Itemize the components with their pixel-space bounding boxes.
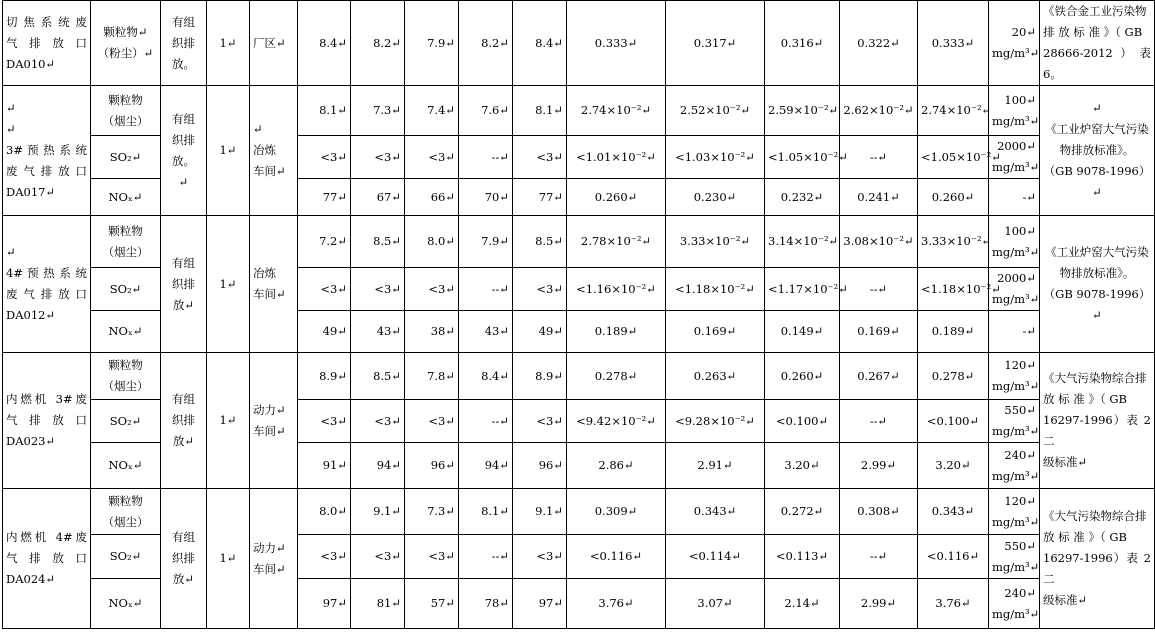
emission-rate-cell: 0.278↵ [567, 353, 666, 400]
text-line: 有组 [172, 255, 195, 270]
emission-rate-cell: 3.76↵ [918, 579, 989, 629]
emission-rate-cell: 0.322↵ [840, 1, 918, 86]
location-cell [250, 489, 298, 629]
text-line: 切焦系统废 [6, 14, 87, 29]
concentration-cell: 66↵ [405, 179, 459, 216]
standard-cell [1040, 216, 1155, 353]
concentration-cell: <3↵ [351, 400, 405, 443]
text-line: 织排 [172, 276, 195, 291]
emission-rate-cell: 2.99↵ [840, 443, 918, 489]
emission-rate-cell: <1.16×10⁻²↵ [567, 268, 666, 311]
concentration-cell: <3↵ [513, 400, 567, 443]
text-line: 放 标 准 》（ GB [1043, 392, 1128, 406]
text-line: mg/m³↵ [992, 46, 1040, 60]
emission-rate-cell: 0.308↵ [840, 489, 918, 535]
text-line: 颗粒物 [108, 92, 143, 107]
text-line: 3# 预 热 系 统 [6, 143, 87, 157]
emission-rate-cell: 0.260↵ [567, 179, 666, 216]
pollutant-cell [91, 489, 161, 535]
emission-rate-cell: 0.317↵ [666, 1, 765, 86]
table-body [3, 1, 1155, 629]
text-line: 有组 [172, 530, 195, 544]
text-line: DA017↵ [6, 185, 56, 199]
text-line: ↵ [6, 245, 16, 259]
emission-rate-cell: 0.189↵ [567, 311, 666, 353]
emission-rate-cell: 2.52×10⁻²↵ [666, 86, 765, 136]
emission-rate-cell: <0.116↵ [918, 535, 989, 579]
location-cell [250, 1, 298, 86]
concentration-cell: 8.4↵ [513, 1, 567, 86]
text-line: 放。 [172, 153, 195, 168]
emission-rate-cell: 3.33×10⁻²↵ [666, 216, 765, 268]
emission-rate-cell: 0.316↵ [765, 1, 840, 86]
text-line: ↵ [253, 122, 263, 136]
text-line: 有组 [172, 111, 195, 126]
table-row [3, 86, 1155, 136]
standard-cell [1040, 86, 1155, 216]
text-line: 车间↵ [253, 164, 286, 178]
limit-cell [989, 136, 1040, 179]
text-line: 内燃机 4#废 [6, 530, 87, 544]
text-line: ↵ [6, 122, 16, 136]
standard-cell [1040, 353, 1155, 489]
text-line: NOₓ↵ [108, 324, 143, 338]
emission-rate-cell: 3.76↵ [567, 579, 666, 629]
text-line: 织排 [172, 132, 195, 147]
emission-rate-cell: 0.263↵ [666, 353, 765, 400]
text-line: 动力↵ [253, 402, 286, 417]
text-line: DA012↵ [6, 308, 56, 322]
text-line: 《大气污染物综合排 [1043, 509, 1147, 523]
pollutant-cell [91, 136, 161, 179]
text-line: 物排放标准》。 [1059, 143, 1135, 157]
count-cell: 1↵ [207, 86, 250, 216]
emission-rate-cell: <1.05×10⁻²↵ [918, 136, 989, 179]
concentration-cell: --↵ [459, 268, 513, 311]
concentration-cell: 8.2↵ [351, 1, 405, 86]
emission-rate-cell: <1.01×10⁻²↵ [567, 136, 666, 179]
emission-rate-cell: <0.116↵ [567, 535, 666, 579]
concentration-cell: 8.9↵ [298, 353, 351, 400]
text-line: 放↵ [172, 572, 195, 586]
count-cell: 1↵ [207, 1, 250, 86]
emission-rate-cell: 0.169↵ [666, 311, 765, 353]
text-line: 织排 [172, 35, 195, 50]
text-line: 20↵ [1011, 25, 1036, 39]
emission-rate-cell: 0.149↵ [765, 311, 840, 353]
concentration-cell: <3↵ [513, 268, 567, 311]
concentration-cell: 8.4↵ [298, 1, 351, 86]
emission-rate-cell: 3.08×10⁻²↵ [840, 216, 918, 268]
limit-cell [989, 579, 1040, 629]
text-line: SO₂↵ [109, 149, 142, 164]
emission-mode-cell [161, 1, 207, 86]
limit-cell [989, 268, 1040, 311]
text-line: ↵ [6, 101, 16, 115]
concentration-cell: 43↵ [351, 311, 405, 353]
concentration-cell: 94↵ [351, 443, 405, 489]
table-row [3, 353, 1155, 400]
concentration-cell: 7.4↵ [405, 86, 459, 136]
concentration-cell: <3↵ [351, 136, 405, 179]
limit-cell [989, 216, 1040, 268]
text-line: 排 放 标 准 》（ GB [1043, 25, 1143, 39]
limit-cell [989, 86, 1040, 136]
pollutant-cell [91, 353, 161, 400]
concentration-cell: --↵ [459, 400, 513, 443]
count-cell: 1↵ [207, 353, 250, 489]
source-cell [3, 353, 91, 489]
concentration-cell: 96↵ [405, 443, 459, 489]
concentration-cell: --↵ [459, 535, 513, 579]
emission-rate-cell: 2.78×10⁻²↵ [567, 216, 666, 268]
text-line: （烟尘） [102, 244, 149, 259]
text-line: 放 标 准 》（ GB [1043, 530, 1128, 544]
standard-cell [1040, 489, 1155, 629]
emission-rate-cell: 3.33×10⁻²↵ [918, 216, 989, 268]
concentration-cell: 67↵ [351, 179, 405, 216]
text-line: 120↵ [1004, 493, 1036, 508]
emission-rate-cell: 0.260↵ [918, 179, 989, 216]
emission-rate-cell: --↵ [840, 400, 918, 443]
emission-rate-cell: 2.74×10⁻²↵ [918, 86, 989, 136]
emission-rate-cell: 0.232↵ [765, 179, 840, 216]
text-line: mg/m³↵ [992, 113, 1040, 128]
concentration-cell: 8.1↵ [513, 86, 567, 136]
text-line: 放↵ [172, 434, 195, 448]
emission-rate-cell: 0.267↵ [840, 353, 918, 400]
concentration-cell: <3↵ [298, 268, 351, 311]
text-line: 28666-2012）表 6。 [1043, 46, 1151, 81]
limit-cell [989, 179, 1040, 216]
text-line: 织排 [172, 413, 195, 427]
text-line: 颗粒物 [108, 223, 143, 238]
text-line: 100↵ [1004, 223, 1036, 238]
emission-rate-cell: 0.241↵ [840, 179, 918, 216]
text-line: 《铁合金工业污染物 [1043, 4, 1147, 18]
text-line: （粉尘）↵ [97, 46, 154, 60]
concentration-cell: 7.3↵ [351, 86, 405, 136]
concentration-cell: <3↵ [513, 535, 567, 579]
concentration-cell: 43↵ [459, 311, 513, 353]
concentration-cell: 7.9↵ [459, 216, 513, 268]
text-line: mg/m³↵ [992, 379, 1040, 393]
text-line: 颗粒物 [108, 358, 143, 372]
count-cell: 1↵ [207, 489, 250, 629]
pollutant-cell [91, 216, 161, 268]
concentration-cell: <3↵ [298, 400, 351, 443]
limit-cell [989, 535, 1040, 579]
text-line: 《工业炉窑大气污染 [1045, 122, 1149, 136]
emission-rate-cell: <1.05×10⁻²↵ [765, 136, 840, 179]
pollutant-cell [91, 1, 161, 86]
concentration-cell: <3↵ [513, 136, 567, 179]
text-line: SO₂↵ [109, 549, 142, 563]
text-line: 550↵ [1004, 538, 1036, 553]
concentration-cell: <3↵ [298, 535, 351, 579]
text-line: DA010↵ [6, 56, 56, 71]
text-line: NOₓ↵ [108, 596, 143, 610]
concentration-cell: 8.5↵ [351, 216, 405, 268]
concentration-cell: <3↵ [351, 268, 405, 311]
text-line: 级标准↵ [1043, 455, 1088, 469]
pollutant-cell [91, 400, 161, 443]
text-line: mg/m³↵ [992, 244, 1040, 259]
concentration-cell: 97↵ [513, 579, 567, 629]
text-line: 厂区↵ [253, 35, 286, 50]
text-line: 废 气 排 放 口 [6, 164, 87, 178]
text-line: NOₓ↵ [108, 189, 143, 204]
text-line: 颗粒物 [108, 493, 143, 508]
source-cell [3, 216, 91, 353]
emission-rate-cell: 3.14×10⁻²↵ [765, 216, 840, 268]
text-line: 放↵ [172, 297, 195, 312]
text-line: 有组 [172, 392, 195, 406]
text-line: DA023↵ [6, 434, 56, 448]
emission-rate-cell: 2.99↵ [840, 579, 918, 629]
text-line: 《大气污染物综合排 [1043, 371, 1147, 385]
limit-cell [989, 353, 1040, 400]
text-line: 气 排 放 口 [6, 551, 87, 565]
emission-rate-cell: 0.343↵ [666, 489, 765, 535]
concentration-cell: <3↵ [405, 136, 459, 179]
emission-mode-cell [161, 86, 207, 216]
concentration-cell: 8.0↵ [298, 489, 351, 535]
emission-rate-cell: <1.17×10⁻²↵ [765, 268, 840, 311]
concentration-cell: 91↵ [298, 443, 351, 489]
emission-rate-cell: 2.91↵ [666, 443, 765, 489]
text-line: SO₂↵ [109, 413, 142, 428]
text-line: NOₓ↵ [108, 458, 143, 472]
concentration-cell: 38↵ [405, 311, 459, 353]
text-line: 16297-1996）表 2 二 [1043, 413, 1151, 448]
emission-rate-cell: 0.309↵ [567, 489, 666, 535]
emission-rate-cell: 2.62×10⁻²↵ [840, 86, 918, 136]
emission-mode-cell [161, 489, 207, 629]
emission-rate-cell: 0.189↵ [918, 311, 989, 353]
text-line: 气 排 放 口 [6, 413, 87, 427]
concentration-cell: 7.8↵ [405, 353, 459, 400]
count-cell: 1↵ [207, 216, 250, 353]
concentration-cell: 96↵ [513, 443, 567, 489]
concentration-cell: 8.4↵ [459, 353, 513, 400]
concentration-cell: 8.1↵ [459, 489, 513, 535]
text-line: 织排 [172, 551, 195, 565]
emission-rate-cell: --↵ [840, 136, 918, 179]
standard-cell [1040, 1, 1155, 86]
emission-rate-cell: 3.20↵ [765, 443, 840, 489]
pollutant-cell [91, 179, 161, 216]
emission-rate-cell: 2.86↵ [567, 443, 666, 489]
table-row [3, 1, 1155, 86]
emission-rate-cell: 2.74×10⁻²↵ [567, 86, 666, 136]
emission-rate-cell: 2.14↵ [765, 579, 840, 629]
text-line: 冶炼 [253, 266, 276, 280]
text-line: mg/m³↵ [992, 160, 1040, 174]
table-row [3, 489, 1155, 535]
emission-rate-cell: 0.260↵ [765, 353, 840, 400]
emission-rate-cell: <9.42×10⁻²↵ [567, 400, 666, 443]
concentration-cell: <3↵ [298, 136, 351, 179]
text-line: -↵ [1022, 189, 1036, 204]
location-cell [250, 86, 298, 216]
location-cell [250, 216, 298, 353]
text-line: 4# 预 热 系 统 [6, 266, 87, 280]
text-line: DA024↵ [6, 572, 56, 586]
text-line: 120↵ [1004, 358, 1036, 372]
emission-rate-cell: <1.03×10⁻²↵ [666, 136, 765, 179]
text-line: 车间↵ [253, 287, 286, 301]
emission-rate-cell: 0.169↵ [840, 311, 918, 353]
location-cell [250, 353, 298, 489]
text-line: 级标准↵ [1043, 593, 1088, 607]
text-line: 550↵ [1004, 403, 1036, 417]
limit-cell [989, 1, 1040, 86]
concentration-cell: 49↵ [513, 311, 567, 353]
emission-mode-cell [161, 353, 207, 489]
limit-cell [989, 400, 1040, 443]
concentration-cell: --↵ [459, 136, 513, 179]
text-line: 放。 [172, 56, 195, 71]
text-line: 有组 [172, 14, 195, 29]
text-line: mg/m³↵ [992, 514, 1040, 529]
emission-rate-cell: 0.278↵ [918, 353, 989, 400]
text-line: 240↵ [1004, 585, 1036, 600]
emission-rate-cell: --↵ [840, 268, 918, 311]
text-line: （烟尘） [102, 379, 149, 393]
text-line: 废 气 排 放 口 [6, 287, 87, 301]
text-line: 气 排 放 口 [6, 35, 87, 50]
emission-rate-cell: <0.100↵ [918, 400, 989, 443]
concentration-cell: 94↵ [459, 443, 513, 489]
text-line: 物排放标准》。 [1059, 266, 1135, 280]
concentration-cell: 57↵ [405, 579, 459, 629]
source-cell [3, 86, 91, 216]
emission-rate-cell: 0.333↵ [567, 1, 666, 86]
text-line: 内燃机 3#废 [6, 392, 87, 406]
concentration-cell: 9.1↵ [513, 489, 567, 535]
emission-rate-cell: 2.59×10⁻²↵ [765, 86, 840, 136]
text-line: mg/m³↵ [992, 606, 1040, 621]
pollutant-cell [91, 311, 161, 353]
concentration-cell: 97↵ [298, 579, 351, 629]
text-line: 动力↵ [253, 540, 286, 555]
text-line: 《工业炉窑大气污染 [1045, 245, 1149, 259]
concentration-cell: <3↵ [405, 535, 459, 579]
emission-rate-cell: --↵ [840, 535, 918, 579]
text-line: mg/m³↵ [992, 468, 1040, 483]
text-line: 2000↵ [997, 139, 1036, 153]
concentration-cell: 77↵ [513, 179, 567, 216]
concentration-cell: 8.1↵ [298, 86, 351, 136]
concentration-cell: 8.2↵ [459, 1, 513, 86]
limit-cell [989, 443, 1040, 489]
text-line: SO₂↵ [109, 281, 142, 296]
text-line: （GB 9078-1996）↵ [1043, 164, 1151, 199]
text-line: 240↵ [1004, 447, 1036, 462]
concentration-cell: <3↵ [405, 268, 459, 311]
text-line: ↵ [178, 174, 189, 189]
emission-rate-cell: <0.113↵ [765, 535, 840, 579]
concentration-cell: 8.5↵ [351, 353, 405, 400]
text-line: 车间↵ [253, 561, 286, 576]
emission-rate-cell: <0.100↵ [765, 400, 840, 443]
text-line: （烟尘） [102, 514, 149, 529]
text-line: （烟尘） [102, 113, 149, 128]
pollutant-cell [91, 86, 161, 136]
emission-rate-cell: 0.230↵ [666, 179, 765, 216]
concentration-cell: 9.1↵ [351, 489, 405, 535]
text-line: ↵ [1092, 101, 1102, 115]
emission-rate-cell: 0.272↵ [765, 489, 840, 535]
emission-rate-cell: 3.07↵ [666, 579, 765, 629]
pollutant-cell [91, 443, 161, 489]
concentration-cell: <3↵ [405, 400, 459, 443]
concentration-cell: <3↵ [351, 535, 405, 579]
concentration-cell: 7.6↵ [459, 86, 513, 136]
text-line: 冶炼 [253, 143, 276, 157]
pollutant-cell [91, 579, 161, 629]
concentration-cell: 7.2↵ [298, 216, 351, 268]
emission-rate-cell: <1.18×10⁻²↵ [918, 268, 989, 311]
concentration-cell: 8.0↵ [405, 216, 459, 268]
concentration-cell: 70↵ [459, 179, 513, 216]
text-line: 车间↵ [253, 423, 286, 438]
text-line: 颗粒物↵ [103, 25, 148, 39]
table-row [3, 216, 1155, 268]
pollutant-cell [91, 268, 161, 311]
concentration-cell: 81↵ [351, 579, 405, 629]
limit-cell [989, 489, 1040, 535]
concentration-cell: 7.9↵ [405, 1, 459, 86]
emission-mode-cell [161, 216, 207, 353]
source-cell [3, 1, 91, 86]
emission-rate-cell: <9.28×10⁻²↵ [666, 400, 765, 443]
concentration-cell: 8.5↵ [513, 216, 567, 268]
limit-cell [989, 311, 1040, 353]
concentration-cell: 77↵ [298, 179, 351, 216]
concentration-cell: 78↵ [459, 579, 513, 629]
pollutant-cell [91, 535, 161, 579]
text-line: mg/m³↵ [992, 424, 1040, 438]
text-line: 100↵ [1004, 92, 1036, 107]
emission-rate-cell: 0.333↵ [918, 1, 989, 86]
text-line: mg/m³↵ [992, 292, 1040, 306]
concentration-cell: 7.3↵ [405, 489, 459, 535]
text-line: mg/m³↵ [992, 559, 1040, 574]
text-line: 2000↵ [997, 271, 1036, 285]
source-cell [3, 489, 91, 629]
text-line: -↵ [1022, 324, 1036, 338]
emission-rate-cell: <1.18×10⁻²↵ [666, 268, 765, 311]
emission-rate-cell: 0.343↵ [918, 489, 989, 535]
text-line: 16297-1996）表 2 二 [1043, 551, 1151, 586]
concentration-cell: 8.9↵ [513, 353, 567, 400]
emission-monitoring-table [2, 0, 1155, 629]
emission-rate-cell: 3.20↵ [918, 443, 989, 489]
concentration-cell: 49↵ [298, 311, 351, 353]
emission-rate-cell: <0.114↵ [666, 535, 765, 579]
text-line: （GB 9078-1996）↵ [1043, 287, 1151, 322]
